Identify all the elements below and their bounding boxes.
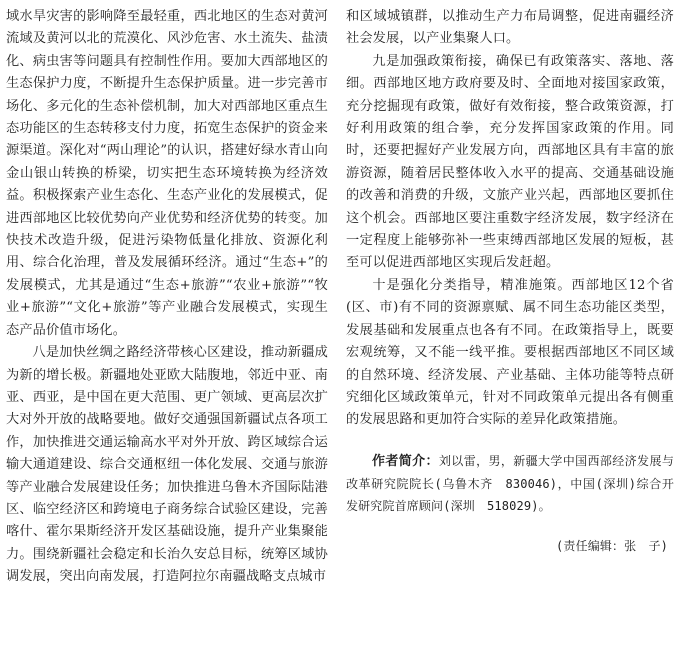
right-column [346,6,674,557]
left-column [6,6,328,589]
paragraph-eight-xinjiang: 八是加快丝绸之路经济带核心区建设，推动新疆成为新的增长极。新疆地处亚欧大陆腹地，邻近中亚、南亚、西亚，是中国在更大范围、更广领域、更高层次扩大对外开放的战略要地。做好交通强国新疆试点各项工作，加快推进交通运输高水平对外开放、跨区域综合运输大通道建设、综合交通枢纽一体化发展、交通与旅游等产业融合发展建设任务；加快推进乌鲁木齐国际陆港区、临空经济区和跨境电子商务综合试验区建设，完善喀什、霍尔果斯经济开发区基础设施，提升产业集聚能力。围绕新疆社会稳定和长治久安总目标，统筹区域协调发展，突出向南发展，打造阿拉尔南疆战略支点城市 [6,345,328,585]
author-bio-label: 作者简介： [372,453,439,469]
responsible-editor: (责任编辑：张 子) [556,538,668,553]
paragraph-ten-guidance: 十是强化分类指导，精准施策。西部地区12个省(区、市)有不同的资源禀赋、属不同生态功能区类型，发展基础和发展重点也各有不同。在政策指导上，既要宏观统筹，又不能一线平推。要根据西部地区不同区域的自然环境、经济发展、产业基础、主体功能等特点研究细化区域政策单元，针对不同政策单元提出各有侧重的发展思路和更加符合实际的差异化政策措施。 [346,277,674,428]
author-bio-text: 刘以雷，男，新疆大学中国西部经济发展与改革研究院院长(乌鲁木齐 830046)，中国(深圳)综合开发研究院首席顾问(深圳 518029)。 [346,453,674,513]
paragraph-eight-continued: 和区域城镇群，以推动生产力布局调整，促进南疆经济社会发展，以产业集聚人口。 [346,9,674,47]
author-bio [346,450,674,517]
paragraph-nine-policy: 九是加强政策衔接，确保已有政策落实、落地、落细。西部地区地方政府要及时、全面地对接国家政策，充分挖掘现有政策，做好有效衔接，整合政策资源，打好利用政策的组合拳，充分发挥国家政策的作用。同时，还要把握好产业发展方向，西部地区具有丰富的旅游资源，随着居民整体收入水平的提高、交通基础设施的改善和消费的升级，文旅产业兴起，西部地区要抓住这个机会。西部地区要注重数字经济发展，数字经济在一定程度上能够弥补一些束缚西部地区发展的短板，甚至可以促进西部地区实现后发赶超。 [346,53,674,271]
paragraph-ecology-continued: 域水旱灾害的影响降至最轻重，西北地区的生态对黄河流域及黄河以北的荒漠化、风沙危害、水土流失、盐渍化、病虫害等问题具有控制性作用。要加大西部地区的生态保护力度，不断提升生态保护质量。进一步完善市场化、多元化的生态补偿机制，加大对西部地区重点生态功能区的生态转移支付力度，拓宽生态保护的资金来源渠道。深化对“两山理论”的认识，搭建好绿水青山向金山银山转换的桥梁，切实把生态环境转换为经济效益。积极探索产业生态化、生态产业化的发展模式，促进西部地区比较优势向产业优势和经济优势的转变。加快技术改造升级，促进污染物低量化排放、资源化利用、综合化治理，普及发展循环经济。通过“生态+”的发展模式，尤其是通过“生态+旅游”“农业+旅游”“牧业+旅游”“文化+旅游”等产业融合发展模式，实现生态产品价值市场化。 [6,9,328,338]
